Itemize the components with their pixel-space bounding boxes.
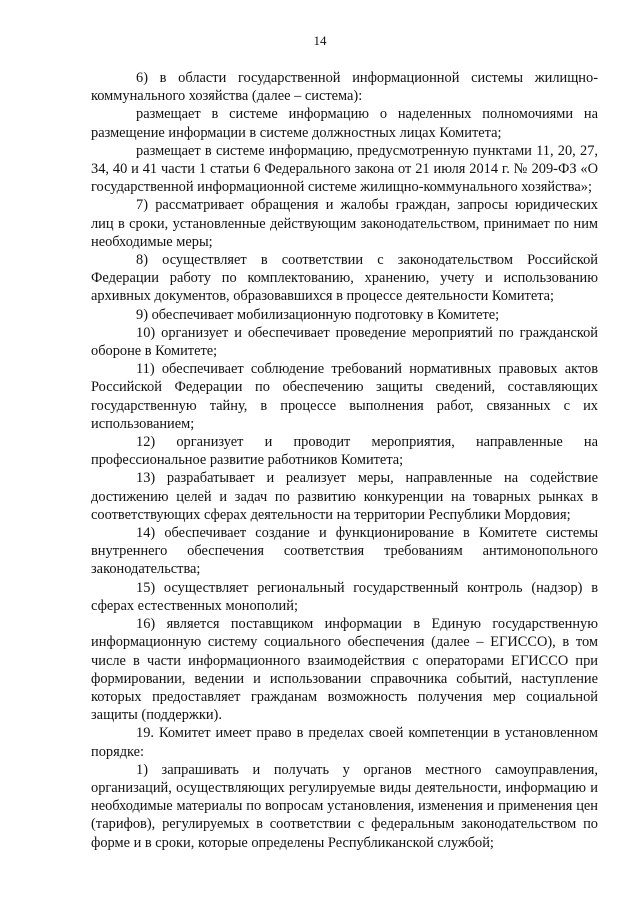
paragraph-gis-info: размещает в системе информацию, предусмотренную пунктами 11, 20, 27, 34, 40 и 41 части 1 статьи 6 Федерального закона от 21 июля 2014 г. № 209-ФЗ «О государственной информационной системе жилищно-коммунального хозяйства»; <box>91 142 598 196</box>
paragraph-item-15: 15) осуществляет региональный государственный контроль (надзор) в сферах естественных монополий; <box>91 579 598 614</box>
paragraph-gis-officials: размещает в системе информацию о наделенных полномочиями на размещение информации в системе должностных лицах Комитета; <box>91 106 598 141</box>
paragraph-item-13: 13) разрабатывает и реализует меры, направленные на содействие достижению целей и задач по развитию конкуренции на товарных рынках в соответствующих сферах деятельности на территории Республики Мордовия; <box>91 470 598 523</box>
paragraph-item-10: 10) организует и обеспечивает проведение мероприятий по гражданской обороне в Комитете; <box>91 324 598 360</box>
page-number: 14 <box>313 33 327 48</box>
paragraph-item-7: 7) рассматривает обращения и жалобы граждан, запросы юридических лиц в сроки, установленные действующим законодательством, принимает по ним необходимые меры; <box>91 197 598 250</box>
paragraph-item-6: 6) в области государственной информационной системы жилищно-коммунального хозяйства (далее – система): <box>91 70 598 105</box>
paragraph-item-9: 9) обеспечивает мобилизационную подготовку в Комитете; <box>136 306 500 323</box>
paragraph-item-11: 11) обеспечивает соблюдение требований нормативных правовых актов Российской Федерации по обеспечению защиты сведений, составляющих государственную тайну, в процессе выполнения работ, связанных с их использованием; <box>91 361 598 432</box>
paragraph-item-12: 12) организует и проводит мероприятия, направленные на профессиональное развитие работников Комитета; <box>91 434 598 469</box>
paragraph-section-19: 19. Комитет имеет право в пределах своей компетенции в установленном порядке: <box>91 725 598 760</box>
paragraph-item-16: 16) является поставщиком информации в Единую государственную информационную систему социального обеспечения (далее – ЕГИССО), в том числе в части информационного взаимодействия с операторами ЕГИССО при формировании, ведении и использовании справочника событий, наступление которых предоставляет гражданам возможность получения мер социальной защиты (поддержки). <box>91 616 598 724</box>
document-body <box>91 69 598 852</box>
paragraph-right-1: 1) запрашивать и получать у органов местного самоуправления, организаций, осуществляющих регулируемые виды деятельности, информацию и необходимые материалы по вопросам установления, изменения и применения цен (тарифов), регулируемых в соответствии с федеральным законодательством по форме и в сроки, которые определены Республиканской службой; <box>91 761 598 851</box>
paragraph-item-8: 8) осуществляет в соответствии с законодательством Российской Федерации работу по комплектованию, хранению, учету и использованию архивных документов, образовавшихся в процессе деятельности Комитета; <box>91 252 598 305</box>
paragraph-item-14: 14) обеспечивает создание и функционирование в Комитете системы внутреннего обеспечения соответствия требованиям антимонопольного законодательства; <box>91 525 598 578</box>
